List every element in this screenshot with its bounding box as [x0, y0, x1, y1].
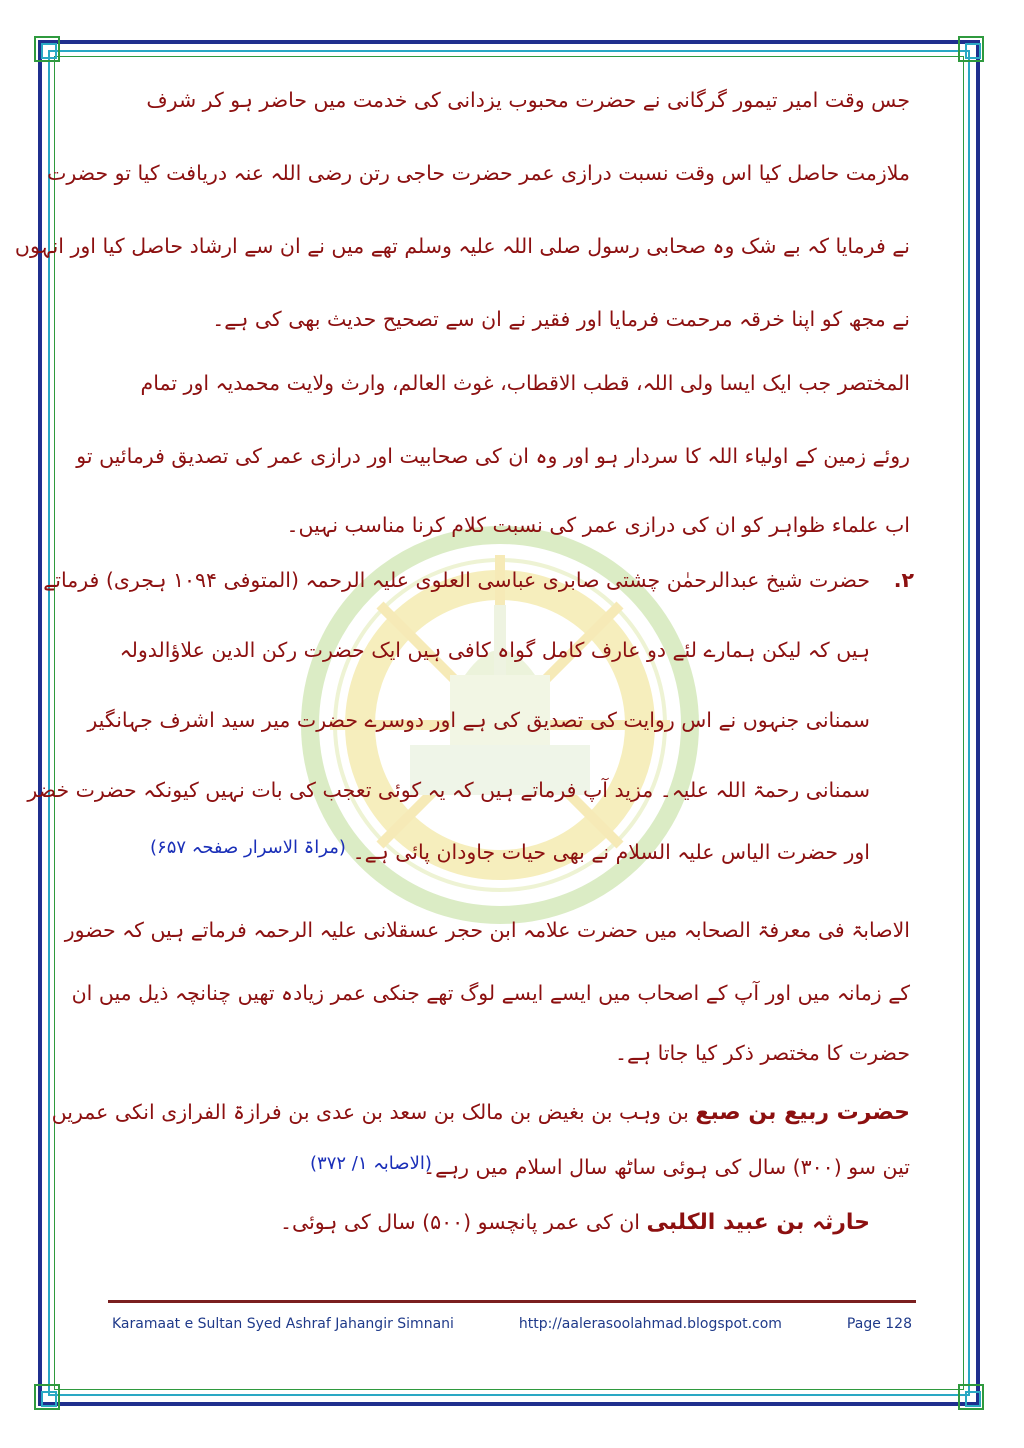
corner-ornament-icon [34, 36, 60, 62]
text-line: حضرت کا مختصر ذکر کیا جاتا ہے۔ [615, 1041, 910, 1065]
text-line: اور حضرت الیاس علیہ السلام نے بھی حیات جاودان پائی ہے۔ [352, 840, 870, 864]
text-line: المختصر جب ایک ایسا ولی اللہ، قطب الاقطاب، غوث العالم، وارث ولایت محمدیہ اور تمام [140, 371, 910, 395]
text-line: الاصابۃ فی معرفۃ الصحابہ میں حضرت علامہ ابن حجر عسقلانی علیہ الرحمہ فرماتے ہیں کہ حضور [64, 918, 910, 942]
text-fragment: بن وہب بن بغیض بن مالک بن سعد بن عدی بن فرازۃ الفرازی انکی عمریں [51, 1100, 689, 1124]
text-line: تین سو (۳۰۰) سال کی ہوئی ساٹھ سال اسلام میں رہے۔ [423, 1155, 910, 1179]
reference-citation: (الاصابہ ۱/ ۳۷۲) [310, 1153, 432, 1174]
text-line [280, 1202, 870, 1242]
corner-ornament-icon [958, 36, 984, 62]
text-line: کے زمانہ میں اور آپ کے اصحاب میں ایسے ایسے لوگ تھے جنکی عمر زیادہ تھیں چنانچہ ذیل میں ان [71, 981, 910, 1005]
text-line: نے فرمایا کہ بے شک وہ صحابی رسول صلی اللہ علیہ وسلم تھے میں نے ان سے ارشاد حاصل کیا اور انہوں [14, 234, 910, 258]
text-line: نے مجھ کو اپنا خرقہ مرحمت فرمایا اور فقیر نے ان سے تصحیح حدیث بھی کی ہے۔ [212, 307, 910, 331]
footer-divider [108, 1300, 916, 1303]
corner-ornament-icon [958, 1384, 984, 1410]
text-fragment: ان کی عمر پانچسو (۵۰۰) سال کی ہوئی۔ [279, 1210, 640, 1234]
text-line: سمنانی جنہوں نے اس روایت کی تصدیق کی ہے اور دوسرے حضرت میر سید اشرف جہانگیر [87, 708, 870, 732]
text-line: ملازمت حاصل کیا اس وقت نسبت درازی عمر حضرت حاجی رتن رضی اللہ عنہ دریافت کیا تو حضرت [47, 161, 910, 185]
person-name: حارثہ بن عبید الکلبی [646, 1210, 870, 1235]
text-line [52, 1092, 910, 1132]
text-line: اب علماء ظواہر کو ان کی درازی عمر کی نسبت کلام کرنا مناسب نہیں۔ [286, 513, 910, 537]
text-line: روئے زمین کے اولیاء اللہ کا سردار ہو اور وہ ان کی صحابیت اور درازی عمر کی تصدیق فرمائیں تو [76, 444, 910, 468]
list-number: ۲. [893, 568, 914, 592]
text-line: سمنانی رحمۃ اللہ علیہ۔ مزید آپ فرماتے ہیں کہ یہ کوئی تعجب کی بات نہیں کیونکہ حضرت خضر [27, 778, 870, 802]
corner-ornament-icon [34, 1384, 60, 1410]
footer-page-number: Page 128 [846, 1316, 912, 1332]
text-line: ہیں کہ لیکن ہمارے لئے دو عارف کامل گواہ کافی ہیں ایک حضرت رکن الدین علاؤالدولہ [119, 638, 870, 662]
reference-citation: (مراۃ الاسرار صفحہ ۶۵۷) [150, 837, 346, 858]
footer-book-title: Karamaat e Sultan Syed Ashraf Jahangir Simnani [112, 1316, 454, 1332]
text-line: حضرت شیخ عبدالرحمٰن چشتی صابری عباسی العلوی علیہ الرحمہ (المتوفی ۱۰۹۴ ہجری) فرماتے [43, 568, 870, 592]
footer-url[interactable]: http://aalerasoolahmad.blogspot.com [518, 1316, 782, 1332]
text-line: جس وقت امیر تیمور گرگانی نے حضرت محبوب یزدانی کی خدمت میں حاضر ہو کر شرف [146, 88, 910, 112]
person-name: حضرت ربیع بن صبع [695, 1100, 910, 1125]
page-footer [112, 1316, 912, 1338]
